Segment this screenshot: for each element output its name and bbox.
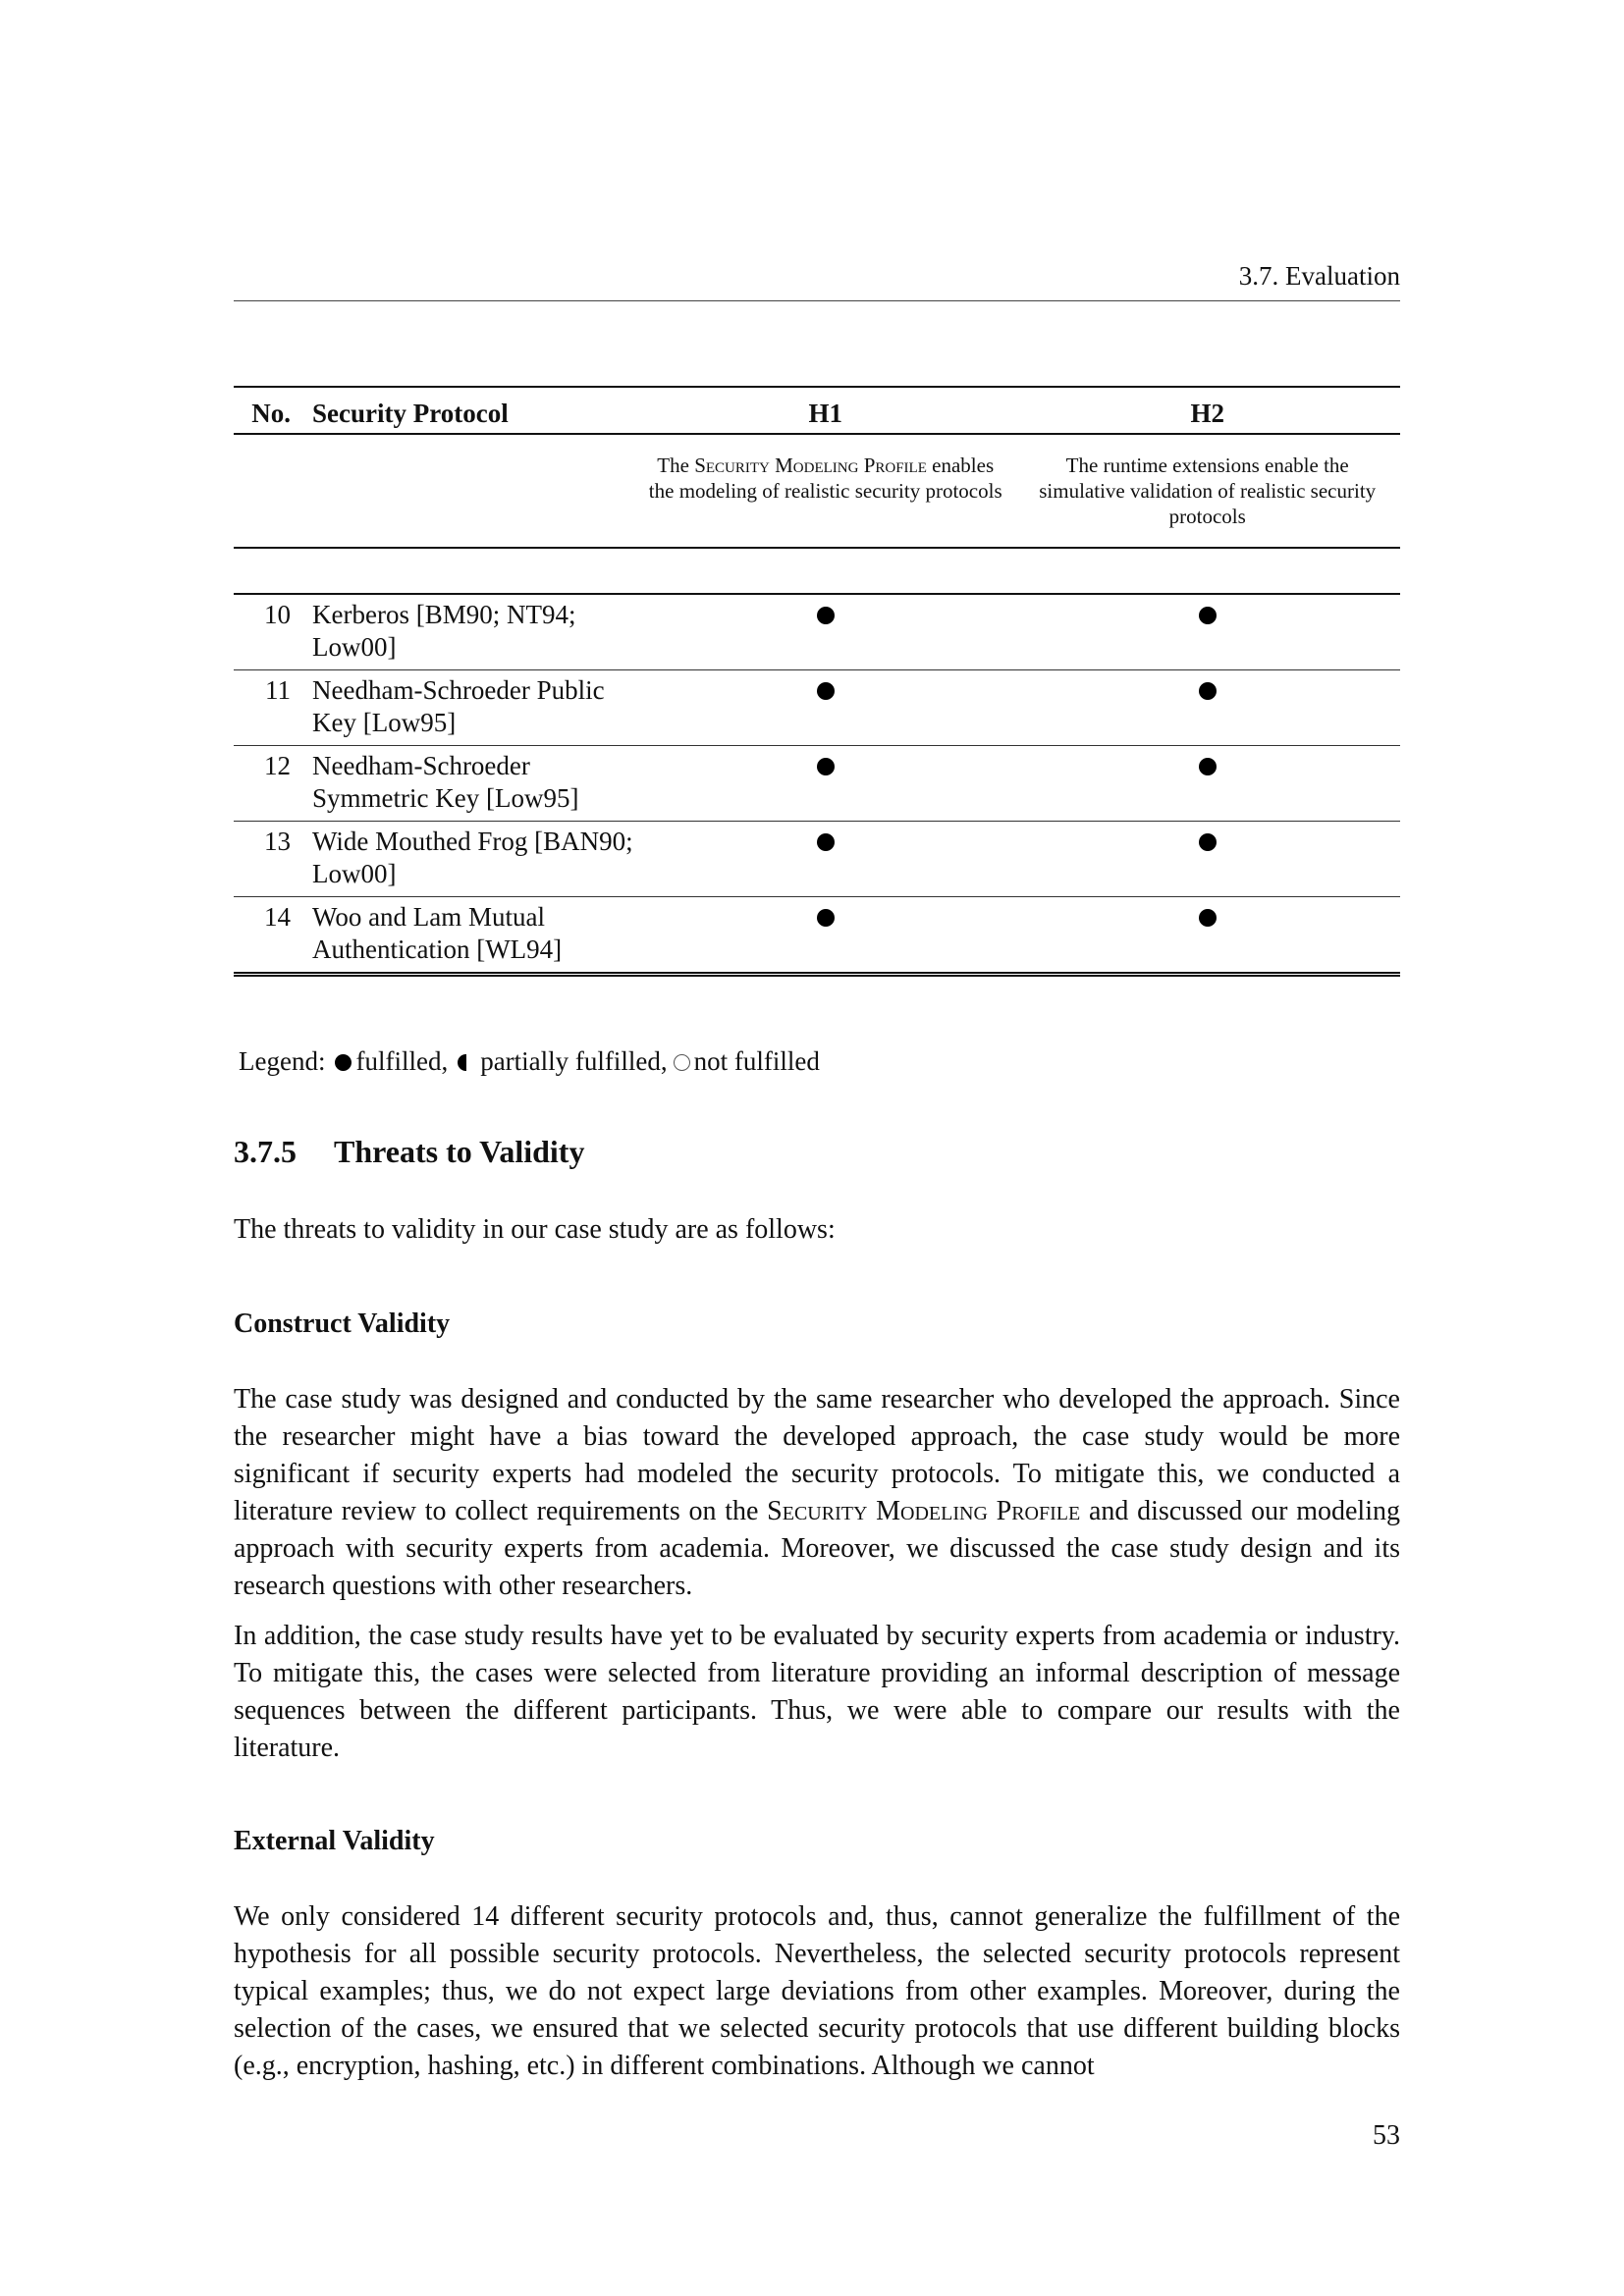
column-header-no: No. — [251, 398, 291, 428]
fulfilled-dot-icon — [1199, 833, 1217, 851]
fulfilled-dot-icon — [1199, 758, 1217, 775]
legend-label: Legend: — [239, 1046, 326, 1076]
construct-validity-heading: Construct Validity — [234, 1308, 451, 1339]
section-title: Threats to Validity — [334, 1134, 585, 1169]
table-row — [234, 822, 1400, 897]
page-header — [234, 257, 1400, 301]
column-header-h1: H1 — [808, 398, 842, 428]
protocol-name: Wide Mouthed Frog [BAN90; Low00] — [302, 822, 636, 897]
table-header-row — [234, 387, 1400, 434]
running-title: 3.7. Evaluation — [1238, 261, 1400, 291]
fulfilled-dot-icon — [1199, 682, 1217, 700]
protocol-evaluation-table — [234, 386, 1400, 977]
row-number: 12 — [234, 746, 302, 822]
fulfilled-dot-icon — [1199, 909, 1217, 927]
legend-partial: partially fulfilled, — [480, 1046, 668, 1076]
row-number: 13 — [234, 822, 302, 897]
half-dot-icon — [458, 1054, 466, 1071]
legend-not: not fulfilled — [693, 1046, 820, 1076]
fulfilled-dot-icon — [817, 607, 835, 624]
section-number: 3.7.5 — [234, 1134, 297, 1169]
hypothesis-description-row — [234, 434, 1400, 548]
fulfilled-dot-icon — [335, 1054, 352, 1071]
section-heading — [234, 1134, 584, 1170]
page-number: 53 — [1373, 2120, 1400, 2151]
protocol-name: Woo and Lam Mutual Authentication [WL94] — [302, 897, 636, 975]
intro-paragraph: The threats to validity in our case study are as follows: — [234, 1214, 836, 1245]
h2-description: The runtime extensions enable the simulative validation of realistic security protocols — [1014, 434, 1400, 548]
fulfilled-dot-icon — [817, 682, 835, 700]
table-spacer-row — [234, 548, 1400, 594]
column-header-protocol: Security Protocol — [312, 398, 509, 428]
external-validity-heading: External Validity — [234, 1826, 435, 1856]
column-header-h2: H2 — [1190, 398, 1224, 428]
construct-paragraph-2: In addition, the case study results have yet to be evaluated by security experts from academia or industry. To mitigate this, the cases were selected from literature providing an informal description of message sequences between the different participants. Thus, we were able to compare our results with the literature. — [234, 1621, 1400, 1763]
row-number: 10 — [234, 594, 302, 670]
row-number: 14 — [234, 897, 302, 975]
legend-fulfilled: fulfilled, — [355, 1046, 449, 1076]
empty-circle-icon — [674, 1054, 690, 1071]
protocol-name: Needham-Schroeder Symmetric Key [Low95] — [302, 746, 636, 822]
protocol-name: Needham-Schroeder Public Key [Low95] — [302, 670, 636, 746]
table-legend — [239, 1046, 820, 1077]
table-row — [234, 670, 1400, 746]
fulfilled-dot-icon — [1199, 607, 1217, 624]
fulfilled-dot-icon — [817, 758, 835, 775]
fulfilled-dot-icon — [817, 909, 835, 927]
table-row — [234, 897, 1400, 975]
external-paragraph-1: We only considered 14 different security protocols and, thus, cannot generalize the fulfillment of the hypothesis for all possible security protocols. Nevertheless, the selected security protocols represent typical examples; thus, we do not expect large deviations from other examples. Moreover, during the selection of the cases, we ensured that we selected security protocols that use different building blocks (e.g., encryption, hashing, etc.) in different combinations. Although we cannot — [234, 1901, 1400, 2081]
fulfilled-dot-icon — [817, 833, 835, 851]
h1-description: The Security Modeling Profile enables the modeling of realistic security protocols — [636, 434, 1014, 548]
protocol-name: Kerberos [BM90; NT94; Low00] — [302, 594, 636, 670]
table-row — [234, 594, 1400, 670]
construct-paragraph-1: The case study was designed and conducted by the same researcher who developed the approach. Since the researcher might have a bias toward the developed approach, the case study would be more significant if security experts had modeled the security protocols. To mitigate this, we conducted a literature review to collect requirements on the Security Modeling Profile and discussed our modeling approach with security experts from academia. Moreover, we discussed the case study design and its research questions with other researchers. — [234, 1384, 1400, 1601]
row-number: 11 — [234, 670, 302, 746]
table-row — [234, 746, 1400, 822]
